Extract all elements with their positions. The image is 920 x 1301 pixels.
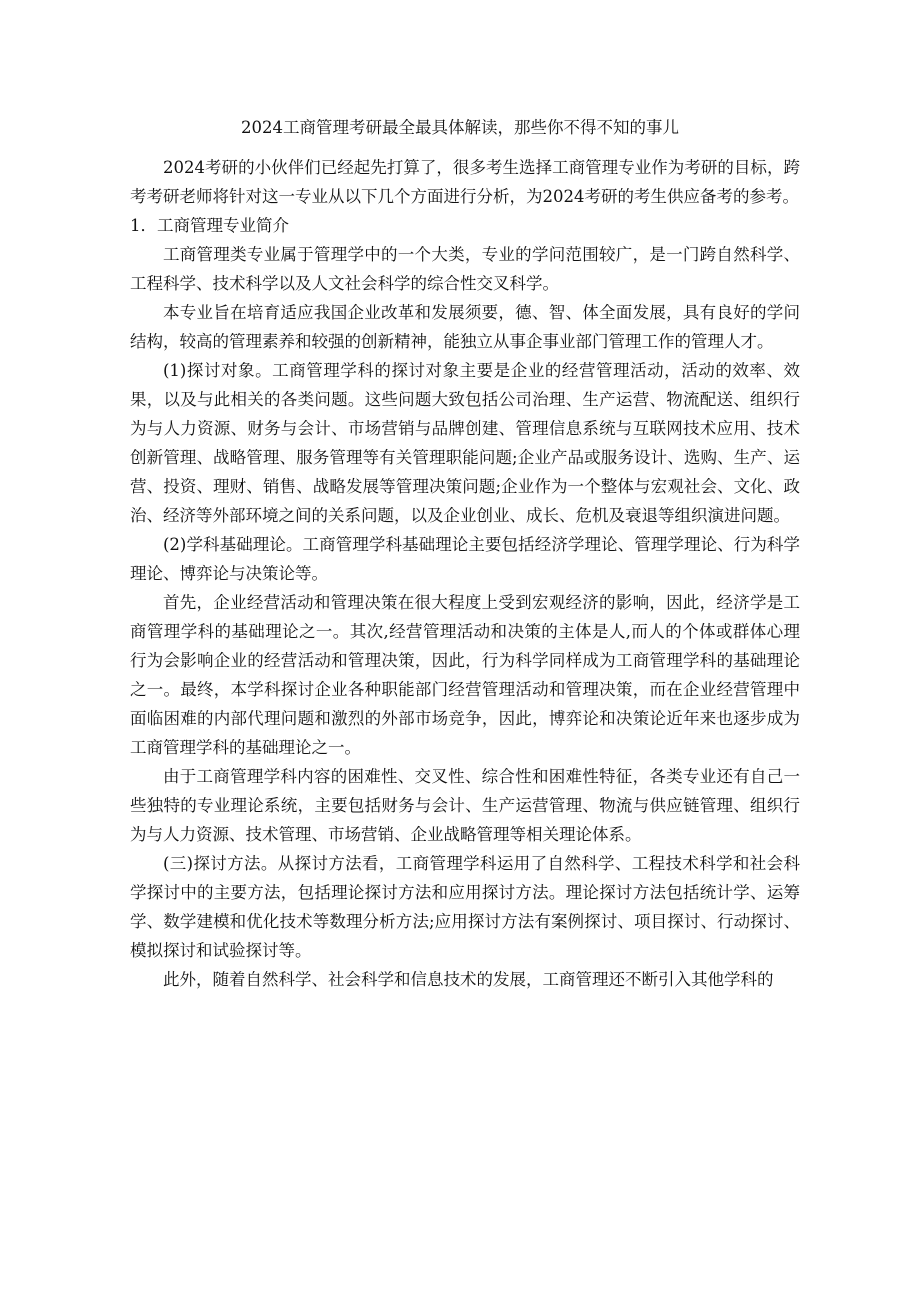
paragraph: 由于工商管理学科内容的困难性、交叉性、综合性和困难性特征，各类专业还有自己一些独特的专业理论系统，主要包括财务与会计、生产运营管理、物流与供应链管理、组织行为与人力资源、技术管理、市场营销、企业战略管理等相关理论体系。	[130, 767, 800, 844]
paragraph-intro: 2024考研的小伙伴们已经起先打算了，很多考生选择工商管理专业作为考研的目标，跨考考研老师将针对这一专业从以下几个方面进行分析，为2024考研的考生供应备考的参考。	[130, 158, 800, 206]
section-heading: 1．工商管理专业简介	[130, 216, 289, 235]
document-title: 2024工商管理考研最全最具体解读，那些你不得不知的事儿	[241, 118, 679, 137]
paragraph: 此外，随着自然科学、社会科学和信息技术的发展，工商管理还不断引入其他学科的	[163, 970, 774, 989]
document-body	[130, 153, 800, 994]
paragraph: (1)探讨对象。工商管理学科的探讨对象主要是企业的经营管理活动，活动的效率、效果，以及与此相关的各类问题。这些问题大致包括公司治理、生产运营、物流配送、组织行为与人力资源、财务与会计、市场营销与品牌创建、管理信息系统与互联网技术应用、技术创新管理、战略管理、服务管理等有关管理职能问题;企业产品或服务设计、选购、生产、运营、投资、理财、销售、战略发展等管理决策问题;企业作为一个整体与宏观社会、文化、政治、经济等外部环境之间的关系问题，以及企业创业、成长、危机及衰退等组织演进问题。	[130, 361, 800, 525]
paragraph: (三)探讨方法。从探讨方法看，工商管理学科运用了自然科学、工程技术科学和社会科学探讨中的主要方法，包括理论探讨方法和应用探讨方法。理论探讨方法包括统计学、运筹学、数学建模和优化技术等数理分析方法;应用探讨方法有案例探讨、项目探讨、行动探讨、模拟探讨和试验探讨等。	[130, 854, 800, 960]
paragraph: (2)学科基础理论。工商管理学科基础理论主要包括经济学理论、管理学理论、行为科学理论、博弈论与决策论等。	[130, 535, 800, 583]
paragraph: 本专业旨在培育适应我国企业改革和发展须要，德、智、体全面发展，具有良好的学问结构，较高的管理素养和较强的创新精神，能独立从事企事业部门管理工作的管理人才。	[130, 303, 800, 351]
paragraph: 工商管理类专业属于管理学中的一个大类，专业的学问范围较广，是一门跨自然科学、工程科学、技术科学以及人文社会科学的综合性交叉科学。	[130, 245, 800, 293]
paragraph: 首先，企业经营活动和管理决策在很大程度上受到宏观经济的影响，因此，经济学是工商管理学科的基础理论之一。其次,经营管理活动和决策的主体是人,而人的个体或群体心理行为会影响企业的经营活动和管理决策，因此，行为科学同样成为工商管理学科的基础理论之一。最终，本学科探讨企业各种职能部门经营管理活动和管理决策，而在企业经营管理中面临困难的内部代理问题和激烈的外部市场竞争，因此，博弈论和决策论近年来也逐步成为工商管理学科的基础理论之一。	[130, 593, 800, 757]
